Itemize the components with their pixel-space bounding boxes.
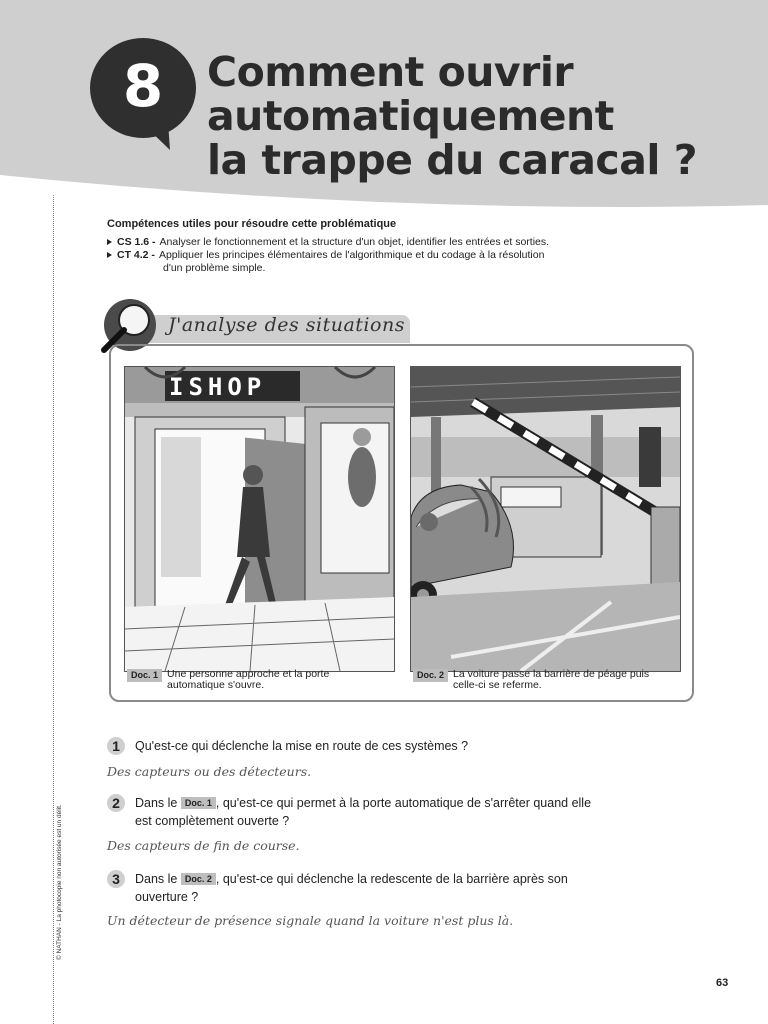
question-text xyxy=(135,737,605,755)
question-text xyxy=(135,794,605,830)
question-text xyxy=(135,870,605,906)
bullet-triangle-icon xyxy=(107,239,112,245)
doc-tag: Doc. 2 xyxy=(413,669,448,682)
doc1-illustration xyxy=(124,366,395,672)
section-title: J'analyse des situations xyxy=(168,314,405,336)
doc-ref-tag: Doc. 1 xyxy=(181,797,216,809)
copyright-note: © NATHAN - La photocopie non autorisée est un délit. xyxy=(56,804,63,960)
question-text-part: , qu'est-ce qui permet à la porte automatique de s'arrêter quand elle est complètement ouverte ? xyxy=(135,796,592,828)
question-text-part: , qu'est-ce qui déclenche la redescente de la barrière après son ouverture ? xyxy=(135,872,568,904)
question-text-part: Dans le xyxy=(135,872,178,886)
competence-code: CT 4.2 - xyxy=(117,249,155,261)
competence-text: Appliquer les principes élémentaires de l'algorithmique et du codage à la résolution xyxy=(158,249,545,261)
question-text-part: Dans le xyxy=(135,796,178,810)
doc2-caption xyxy=(413,669,668,690)
competence-code: CS 1.6 - xyxy=(117,236,156,248)
title-line-3: la trappe du caracal ? xyxy=(207,136,698,184)
doc-caption-text: La voiture passe la barrière de péage puis celle-ci se referme. xyxy=(453,668,650,691)
question-number: 1 xyxy=(107,737,125,755)
competence-text-continuation: d'un problème simple. xyxy=(163,262,266,274)
doc-ref-tag: Doc. 2 xyxy=(181,873,216,885)
shop-sign: ISHOP xyxy=(169,373,267,401)
competence-text: Analyser le fonctionnement et la structure d'un objet, identifier les entrées et sorties. xyxy=(159,236,550,248)
chapter-number: 8 xyxy=(122,52,164,120)
competences-heading: Compétences utiles pour résoudre cette problématique xyxy=(107,218,397,230)
doc2-illustration xyxy=(410,366,681,672)
margin-dotted-line xyxy=(53,195,54,1024)
bullet-triangle-icon xyxy=(107,252,112,258)
doc-tag: Doc. 1 xyxy=(127,669,162,682)
page-title xyxy=(207,50,697,182)
page-number: 63 xyxy=(716,977,729,989)
title-line-1: Comment ouvrir xyxy=(207,48,574,96)
answer-text: Des capteurs de fin de course. xyxy=(107,838,300,853)
competence-item xyxy=(107,236,587,249)
title-line-2: automatiquement xyxy=(207,92,614,140)
question-text-part: Qu'est-ce qui déclenche la mise en route de ces systèmes ? xyxy=(135,739,469,753)
question-number: 2 xyxy=(107,794,125,812)
answer-text: Un détecteur de présence signale quand la voiture n'est plus là. xyxy=(107,913,514,928)
doc-caption-text: Une personne approche et la porte automatique s'ouvre. xyxy=(167,668,330,691)
answer-text: Des capteurs ou des détecteurs. xyxy=(107,764,312,779)
question-number: 3 xyxy=(107,870,125,888)
competences-block xyxy=(107,218,587,275)
doc1-caption xyxy=(127,669,357,690)
competence-item xyxy=(107,249,587,275)
